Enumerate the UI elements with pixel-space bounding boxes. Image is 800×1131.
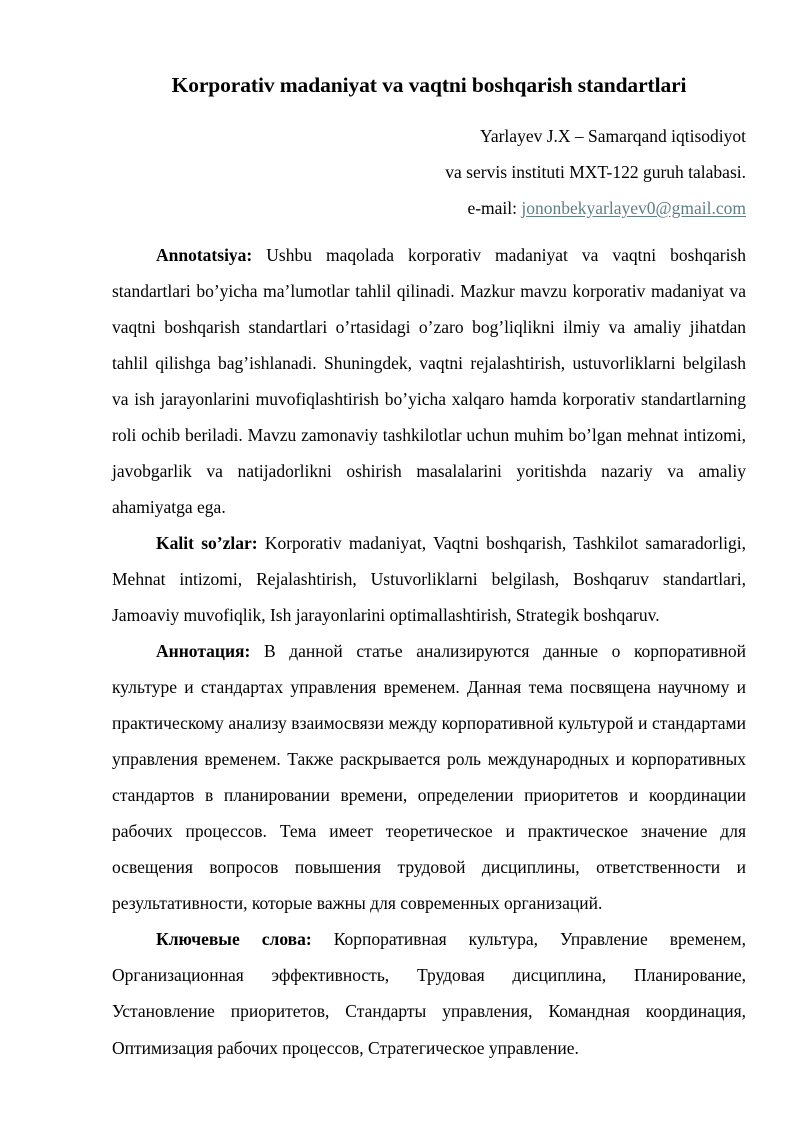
email-link[interactable]: jononbekyarlayev0@gmail.com bbox=[521, 197, 746, 218]
russian-abstract-body: В данной статье анализируются данные о корпоративной культуре и стандартах управления временем. Данная тема посвящена научному и практическому анализу взаимосвязи между корпоративной культурой и стандартами управления временем. Также раскрывается роль международных и корпоративных стандартов в планировании времени, определении приоритетов и координации рабочих процессов. Тема имеет теоретическое и практическое значение для освещения вопросов повышения трудовой дисциплины, ответственности и результативности, которые важны для современных организаций. bbox=[112, 641, 746, 914]
russian-keywords-paragraph bbox=[112, 921, 746, 1065]
uzbek-abstract-paragraph bbox=[112, 237, 746, 525]
uzbek-keywords-body: Korporativ madaniyat, Vaqtni boshqarish, Tashkilot samaradorligi, Mehnat intizomi, Rejalashtirish, Ustuvorliklarni belgilash, Boshqaruv standartlari, Jamoaviy muvofiqlik, Ish jarayonlarini optimallashtirish, Strategik boshqaruv. bbox=[112, 532, 747, 625]
russian-abstract-paragraph bbox=[112, 633, 746, 921]
uzbek-keywords-lead: Kalit so’zlar: bbox=[156, 532, 258, 553]
russian-abstract-lead: Аннотация: bbox=[156, 641, 251, 662]
uzbek-keywords-paragraph bbox=[112, 525, 746, 633]
author-email-line bbox=[112, 191, 746, 227]
author-affiliation-line-1: Yarlayev J.X – Samarqand iqtisodiyot bbox=[479, 125, 746, 146]
uzbek-abstract-lead: Annotatsiya: bbox=[156, 244, 253, 265]
author-affiliation-line-2: va servis instituti MXT-122 guruh talabasi. bbox=[445, 161, 746, 182]
uzbek-abstract-body: Ushbu maqolada korporativ madaniyat va vaqtni boshqarish standartlari bo’yicha ma’lumotlar tahlil qilinadi. Mazkur mavzu korporativ madaniyat va vaqtni boshqarish standartlari o’rtasidagi o’zaro bog’liqlikni ilmiy va amaliy jihatdan tahlil qilishga bag’ishlanadi. Shuningdek, vaqtni rejalashtirish, ustuvorliklarni belgilash va ish jarayonlarini muvofiqlashtirish bo’yicha xalqaro hamda korporativ standartlarning roli ochib beriladi. Mavzu zamonaviy tashkilotlar uchun muhim bo’lgan mehnat intizomi, javobgarlik va natijadorlikni oshirish masalalarini yoritishda nazariy va amaliy ahamiyatga ega. bbox=[112, 244, 746, 517]
document-content bbox=[112, 0, 746, 1066]
author-block bbox=[112, 119, 746, 227]
russian-keywords-lead: Ключевые слова: bbox=[156, 929, 312, 950]
page-title: Korporativ madaniyat va vaqtni boshqarish standartlari bbox=[171, 73, 687, 97]
russian-keywords-body: Корпоративная культура, Управление временем, Организационная эффективность, Трудовая дисциплина, Планирование, Установление приоритетов, Стандарты управления, Командная координация, Оптимизация рабочих процессов, Стратегическое управление. bbox=[112, 929, 746, 1058]
email-label: e-mail: bbox=[467, 197, 522, 218]
